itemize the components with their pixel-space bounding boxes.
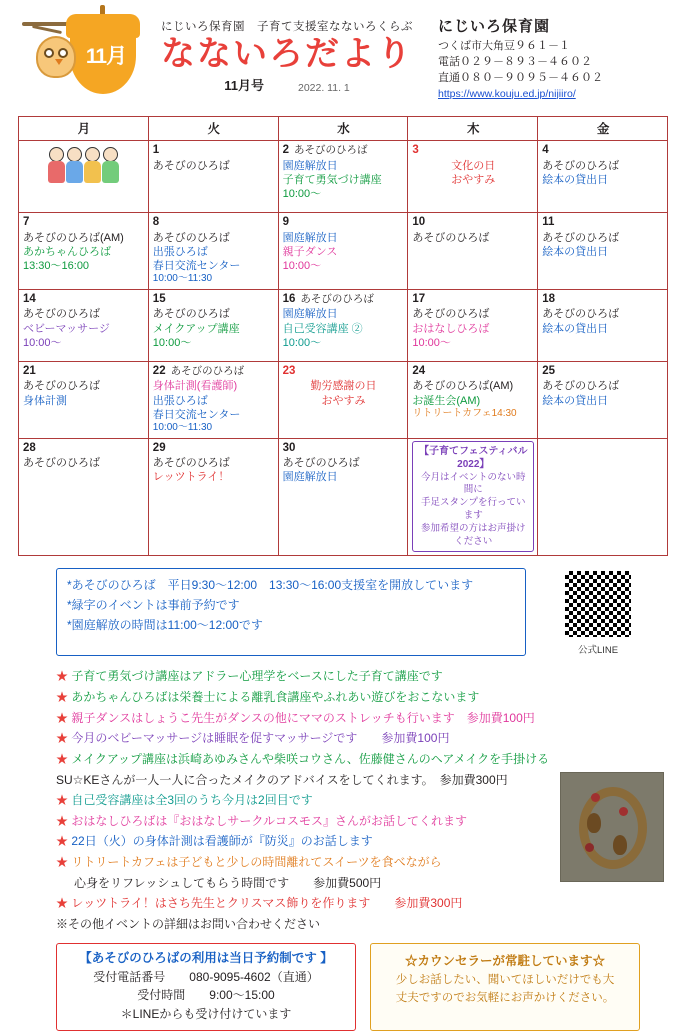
calendar-event: 10:00〜 xyxy=(282,259,322,272)
event-description-text: 22日（火）の身体計測は看護師が『防災』のお話します xyxy=(71,834,373,849)
qr-block xyxy=(550,568,646,656)
children-illustration xyxy=(23,143,145,183)
calendar-event: 絵本の貸出日 xyxy=(542,245,609,258)
issue-date: 2022. 11. 1 xyxy=(297,82,350,95)
calendar-event: お誕生会(AM) xyxy=(412,394,481,407)
berry-icon xyxy=(591,793,600,802)
festival-line: 今月はイベントのない時間に xyxy=(421,471,526,496)
calendar-day-cell xyxy=(538,289,668,361)
reservation-title: 【あそびのひろばの利用は当日予約制です 】 xyxy=(79,950,333,965)
berry-icon xyxy=(585,843,594,852)
month-badge: 11月 xyxy=(85,45,127,68)
day-number: 3 xyxy=(412,144,419,156)
day-number: 28 xyxy=(23,441,36,454)
calendar-day-cell xyxy=(19,289,149,361)
calendar-event: 親子ダンス xyxy=(282,245,338,258)
event-description-text: あかちゃんひろばは栄養士による離乳食講座やふれあい遊びをおこないます xyxy=(71,690,480,704)
calendar-week-row xyxy=(19,213,668,290)
child-figure-icon xyxy=(102,147,119,183)
calendar-event: あそびのひろば xyxy=(542,231,620,244)
calendar-event: あそびのひろば xyxy=(294,144,368,156)
org-website-link[interactable]: https://www.kouju.ed.jp/nijiiro/ xyxy=(438,87,576,100)
child-figure-icon xyxy=(66,147,83,183)
festival-notice-box xyxy=(412,441,534,553)
calendar-event: 10:00〜 xyxy=(412,336,451,349)
day-number: 23 xyxy=(282,364,296,377)
event-description-item xyxy=(56,666,656,687)
hours-line-1: *あそびのひろば 平日9:30〜12:00 13:30〜16:00支援室を開放しています xyxy=(67,578,474,593)
pinecone-icon xyxy=(587,813,601,833)
calendar-event: 絵本の貸出日 xyxy=(542,173,609,186)
day-number: 18 xyxy=(542,292,555,305)
calendar-event: あそびのひろば xyxy=(542,380,620,393)
weekday-header-4: 金 xyxy=(538,117,668,141)
weekday-header-1: 火 xyxy=(148,117,278,141)
hours-line-2: *緑字のイベントは事前予約です xyxy=(67,598,240,613)
day-number: 4 xyxy=(542,144,549,156)
calendar-event: あそびのひろば xyxy=(152,231,230,244)
day-number: 7 xyxy=(23,216,30,228)
event-description-text: おはなしひろばは『おはなしサークルコスモス』さんがお話してくれます xyxy=(71,813,467,828)
calendar-day-cell xyxy=(19,141,149,213)
calendar-header-row xyxy=(19,117,668,141)
calendar-event: レッツトライ！ xyxy=(152,471,230,484)
calendar-event: あそびのひろば xyxy=(23,308,100,321)
calendar-event: 園庭解放日 xyxy=(282,471,338,484)
calendar-event: あそびのひろば xyxy=(23,380,100,393)
calendar-day-cell xyxy=(278,361,408,438)
reservation-note: ＊LINEからも受け付けています xyxy=(120,1007,292,1022)
festival-line: 参加希望の方はお声掛けください xyxy=(421,522,526,547)
event-description-text: 子育て勇気づけ講座はアドラー心理学をベースにした子育て講座です xyxy=(71,669,443,684)
calendar-day-cell xyxy=(408,438,538,556)
calendar-week-row xyxy=(19,289,668,361)
calendar-event: 園庭解放日 xyxy=(282,231,338,244)
weekday-header-2: 水 xyxy=(278,117,408,141)
org-tel: 電話０２９－８９３－４６０２ xyxy=(438,55,592,68)
monthly-calendar xyxy=(18,116,668,556)
qr-code-icon[interactable] xyxy=(562,568,634,640)
event-description-text: SU☆KEさんが一人一人に合ったメイクのアドバイスをしてくれます。 参加費300円 xyxy=(56,772,508,787)
star-icon: ★ xyxy=(56,834,72,849)
calendar-event: あそびのひろば xyxy=(412,308,490,321)
star-icon: ★ xyxy=(56,896,72,911)
page-header xyxy=(18,14,668,110)
info-section xyxy=(18,568,668,656)
calendar-day-cell xyxy=(19,438,149,556)
calendar-event: あそびのひろば xyxy=(152,308,230,321)
owl-beak-icon xyxy=(55,59,63,65)
day-number: 9 xyxy=(282,216,289,228)
event-description-text: リトリートカフェは子どもと少しの時間離れてスイーツを食べながら xyxy=(71,855,442,869)
child-figure-icon xyxy=(84,147,101,183)
organization-subtitle: にじいろ保育園 子育て支援室なないろくらぶ xyxy=(161,21,413,33)
calendar-event: 10:00〜 xyxy=(23,336,62,349)
calendar-day-cell xyxy=(278,438,408,556)
day-number: 15 xyxy=(152,292,166,305)
contact-block xyxy=(438,14,668,102)
event-description-item xyxy=(56,914,656,935)
star-icon: ★ xyxy=(56,793,72,808)
calendar-week-row xyxy=(19,361,668,438)
hours-line-3: *園庭解放の時間は11:00〜12:00です xyxy=(67,617,263,632)
calendar-event: あそびのひろば xyxy=(412,231,490,244)
event-description-item xyxy=(56,893,656,914)
star-icon: ★ xyxy=(56,751,72,766)
counselor-box xyxy=(370,943,640,1031)
day-number: 24 xyxy=(412,364,426,377)
org-address: つくば市大角豆９６１－１ xyxy=(438,39,570,52)
day-number: 21 xyxy=(23,364,36,377)
child-figure-icon xyxy=(48,147,65,183)
calendar-event: あそびのひろば xyxy=(170,364,245,377)
event-description-item xyxy=(56,708,656,729)
pinecone-icon xyxy=(613,835,627,855)
calendar-event: あそびのひろば(AM) xyxy=(23,231,124,244)
calendar-event: あそびのひろば xyxy=(542,159,620,172)
event-description-item xyxy=(56,687,656,708)
owl-eye-right-icon xyxy=(58,48,68,58)
event-description-text: メイクアップ講座は浜崎あゆみさんや柴咲コウさん、佐藤健さんのヘアメイクを手掛ける xyxy=(71,751,550,766)
event-description-text: 自己受容講座は全3回のうち今月は2回目です xyxy=(71,793,313,808)
event-description-item xyxy=(56,728,656,749)
calendar-event: 絵本の貸出日 xyxy=(542,322,609,335)
calendar-day-cell xyxy=(148,361,278,438)
calendar-event: あそびのひろば xyxy=(152,457,230,470)
calendar-event: 10:00〜 xyxy=(282,336,322,349)
counselor-title: ☆カウンセラーが常駐しています☆ xyxy=(404,953,605,968)
day-number: 10 xyxy=(412,216,426,228)
calendar-event: 10:00〜 xyxy=(282,187,322,200)
festival-title: 【子育てフェスティバル2022】 xyxy=(419,445,528,470)
day-number: 30 xyxy=(282,441,296,454)
calendar-event: 園庭解放日 xyxy=(282,308,338,321)
calendar-event: 10:00〜 xyxy=(152,336,192,349)
weekday-header-3: 木 xyxy=(408,117,538,141)
calendar-event: あそびのひろば(AM) xyxy=(412,380,514,393)
star-icon: ★ xyxy=(56,669,72,684)
calendar-event: 勤労感謝の日 xyxy=(310,380,377,393)
calendar-day-cell xyxy=(278,141,408,213)
org-tel-direct: 直通０８０－９０９５－４６０２ xyxy=(438,71,603,84)
calendar-event: 自己受容講座 ② xyxy=(282,322,363,335)
calendar-event: 園庭解放日 xyxy=(282,159,338,172)
event-description-text: 今月のベビーマッサージは睡眠を促すマッサージです 参加費100円 xyxy=(71,731,450,746)
calendar-day-cell xyxy=(408,141,538,213)
calendar-day-cell xyxy=(538,438,668,556)
star-icon: ★ xyxy=(56,731,72,746)
day-number: 17 xyxy=(412,292,426,305)
day-number: 11 xyxy=(542,216,555,228)
star-icon: ★ xyxy=(56,813,72,828)
calendar-day-cell xyxy=(148,289,278,361)
calendar-event: 春日交流センター xyxy=(152,408,241,421)
calendar-day-cell xyxy=(538,213,668,290)
calendar-day-cell xyxy=(278,213,408,290)
star-icon: ★ xyxy=(56,710,72,725)
day-number: 8 xyxy=(152,216,160,228)
festival-line: 手足スタンプを行っています xyxy=(421,497,526,521)
calendar-day-cell xyxy=(19,213,149,290)
calendar-event: メイクアップ講座 xyxy=(152,322,240,335)
calendar-event: あかちゃんひろば xyxy=(23,245,111,258)
calendar-day-cell xyxy=(408,213,538,290)
org-name: にじいろ保育園 xyxy=(438,18,551,35)
event-description-text: レッツトライ！はさち先生とクリスマス飾りを作ります 参加費300円 xyxy=(71,896,463,911)
day-number: 22 xyxy=(152,364,166,377)
wreath-photo xyxy=(560,772,664,882)
reservation-hours: 受付時間 9:00〜15:00 xyxy=(137,988,275,1003)
berry-icon xyxy=(619,807,628,816)
event-description-text: 親子ダンスはしょうこ先生がダンスの他にママのストレッチも行います 参加費100円 xyxy=(71,710,535,725)
calendar-event: あそびのひろば xyxy=(152,159,230,172)
header-title-block xyxy=(136,14,438,94)
calendar-event: 出張ひろば xyxy=(152,245,208,258)
calendar-day-cell xyxy=(408,289,538,361)
issue-number: 11月号 xyxy=(224,78,264,94)
newsletter-title: なないろだより xyxy=(161,34,413,74)
calendar-day-cell xyxy=(148,141,278,213)
calendar-event: おやすみ xyxy=(321,394,366,407)
calendar-event: 身体計測 xyxy=(23,394,67,407)
calendar-event: 文化の日 xyxy=(451,159,496,172)
calendar-event: 身体計測(看護師) xyxy=(152,380,238,393)
footer-section xyxy=(56,943,668,1031)
calendar-event: あそびのひろば xyxy=(282,457,360,470)
calendar-event: 子育て勇気づけ講座 xyxy=(282,173,382,186)
reservation-phone: 受付電話番号 080-9095-4602（直通） xyxy=(93,969,319,984)
calendar-day-cell xyxy=(148,438,278,556)
calendar-day-cell xyxy=(148,213,278,290)
hours-info-box xyxy=(56,568,526,656)
day-number: 14 xyxy=(23,292,36,305)
star-icon: ★ xyxy=(56,855,72,869)
calendar-day-cell xyxy=(408,361,538,438)
day-number: 29 xyxy=(152,441,166,454)
calendar-event: おはなしひろば xyxy=(412,322,490,335)
day-number: 16 xyxy=(282,292,296,305)
calendar-event: リトリートカフェ14:30 xyxy=(412,407,517,419)
owl-icon xyxy=(36,36,76,78)
calendar-event: ベビーマッサージ xyxy=(23,322,110,335)
reservation-box xyxy=(56,943,356,1031)
calendar-event: 春日交流センター xyxy=(152,259,241,272)
weekday-header-0: 月 xyxy=(19,117,149,141)
calendar-event: あそびのひろば xyxy=(300,292,374,305)
day-number: 25 xyxy=(542,364,555,377)
counselor-line-1: 少しお話したい、聞いてほしいだけでも大 xyxy=(395,973,615,986)
owl-eye-left-icon xyxy=(44,48,54,58)
calendar-event: 10:00〜11:30 xyxy=(152,272,213,284)
calendar-week-row xyxy=(19,141,668,213)
calendar-event: あそびのひろば xyxy=(542,308,620,321)
branch-twig-icon xyxy=(32,25,62,34)
calendar-event: あそびのひろば xyxy=(23,457,100,470)
calendar-day-cell xyxy=(19,361,149,438)
calendar-event: 絵本の貸出日 xyxy=(542,394,609,407)
calendar-event: 出張ひろば xyxy=(152,394,208,407)
calendar-day-cell xyxy=(538,141,668,213)
calendar-day-cell xyxy=(538,361,668,438)
calendar-event: 10:00〜11:30 xyxy=(152,421,213,433)
event-description-text: 心身をリフレッシュしてもらう時間です 参加費500円 xyxy=(74,875,382,890)
day-number: 2 xyxy=(282,144,289,156)
event-description-item xyxy=(56,749,656,770)
star-icon: ★ xyxy=(56,690,72,704)
event-description-text: ※その他イベントの詳細はお問い合わせください xyxy=(56,916,321,931)
calendar-event: 13:30〜16:00 xyxy=(23,259,90,272)
calendar-week-row xyxy=(19,438,668,556)
counselor-line-2: 丈夫ですのでお気軽にお声かけください。 xyxy=(395,991,615,1004)
day-number: 1 xyxy=(152,144,160,156)
calendar-event: おやすみ xyxy=(451,173,496,186)
calendar-day-cell xyxy=(278,289,408,361)
qr-label: 公式LINE xyxy=(577,645,619,657)
